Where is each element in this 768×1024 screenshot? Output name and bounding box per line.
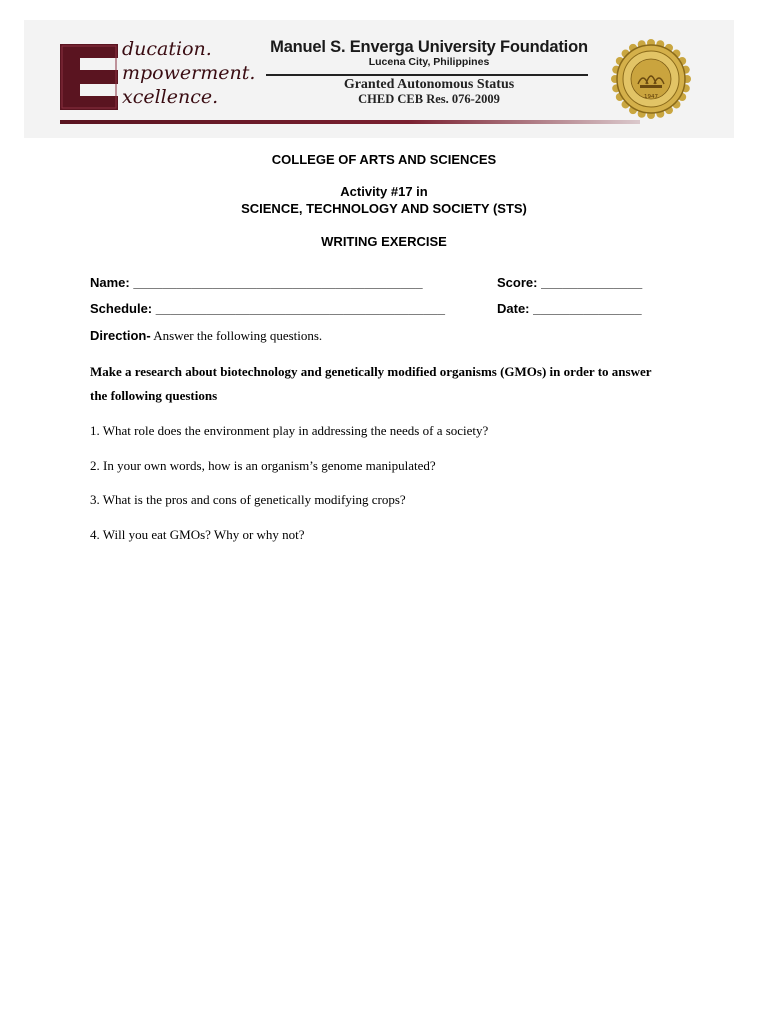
autonomous-status: Granted Autonomous Status (343, 77, 515, 92)
banner-underline (60, 120, 640, 124)
ched-resolution: CHED CEB Res. 076-2009 (358, 92, 500, 106)
date-field: Date: _______________ (497, 301, 642, 316)
motto-line-empowerment: mpowerment. (122, 62, 256, 84)
university-seal-icon (610, 38, 692, 120)
motto-line-excellence: xcellence. (122, 86, 219, 108)
question-1: 1. What role does the environment play in addressing the needs of a society? (90, 423, 489, 438)
motto-line-education: ducation. (122, 38, 212, 60)
activity-number: Activity #17 in (340, 184, 428, 199)
university-city: Lucena City, Philippines (368, 56, 490, 68)
header-rule (266, 74, 588, 76)
direction-text: Answer the following questions. (150, 328, 323, 343)
direction (90, 328, 322, 344)
name-field: Name: ________________________________________ (90, 275, 423, 290)
question-4: 4. Will you eat GMOs? Why or why not? (90, 527, 305, 542)
schedule-field: Schedule: ________________________________________ (90, 301, 445, 316)
score-field: Score: ______________ (497, 275, 643, 290)
university-banner (24, 20, 734, 138)
research-instruction: Make a research about biotechnology and genetically modified organisms (GMOs) in order to answer the following questions (90, 364, 652, 403)
big-e-logo (60, 44, 118, 110)
university-name: Manuel S. Enverga University Foundation (270, 38, 588, 56)
college-heading: COLLEGE OF ARTS AND SCIENCES (271, 152, 497, 167)
question-3: 3. What is the pros and cons of genetically modifying crops? (90, 492, 406, 507)
course-title: SCIENCE, TECHNOLOGY AND SOCIETY (STS) (241, 201, 527, 216)
direction-label: Direction- (90, 328, 151, 343)
exercise-title: WRITING EXERCISE (321, 234, 447, 249)
question-2: 2. In your own words, how is an organism’s genome manipulated? (90, 458, 436, 473)
seal-year: 1947 (644, 94, 658, 100)
